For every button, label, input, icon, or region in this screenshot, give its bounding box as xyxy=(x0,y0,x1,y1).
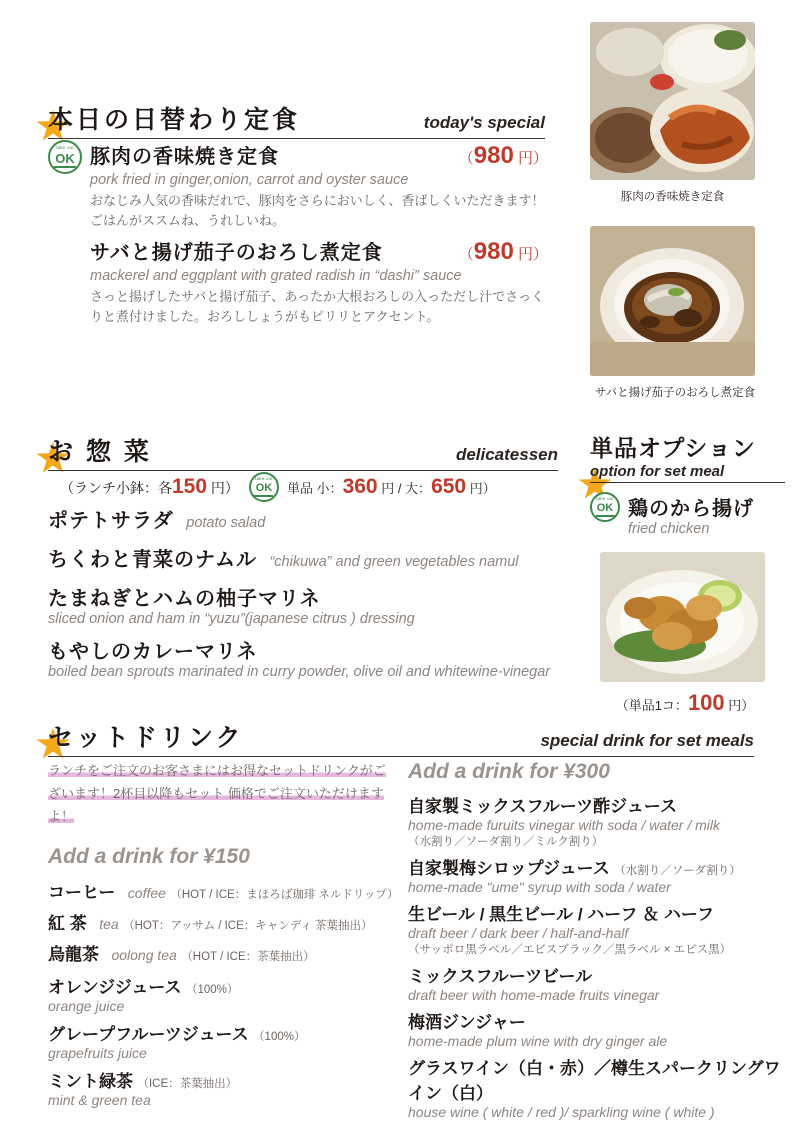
item-name-en: pork fried in ginger,onion, carrot and oyster sauce xyxy=(90,172,409,188)
drink-note: （100%） xyxy=(253,1031,306,1043)
drink-name-en: home-made furuits vinegar with soda / water / milk xyxy=(408,817,721,833)
photo-pork-set xyxy=(590,22,755,180)
drink-name-en: grapefruits juice xyxy=(48,1045,147,1061)
section-title-en: delicatessen xyxy=(455,445,558,464)
menu-item-today-2 xyxy=(48,236,548,326)
drink-name-en: home-made plum wine with dry ginger ale xyxy=(408,1033,668,1049)
set-drink-note: ランチをご注文のお客さまにはお得なセットドリンクがございます！2杯目以降もセット 価格でご注文いただけますよ！ xyxy=(48,763,386,824)
list-item xyxy=(408,1054,788,1120)
delicatessen-price-line xyxy=(60,472,560,502)
list-item xyxy=(48,909,408,934)
drink-name-jp: 烏龍茶 xyxy=(48,945,99,964)
badge-top-text: take out xyxy=(255,476,273,482)
photo-caption-mackerel: サバと揚げ茄子のおろし煮定食 xyxy=(594,387,756,399)
take-out-ok-icon xyxy=(48,140,82,174)
badge-bar xyxy=(54,166,76,168)
section-title-en: today's special xyxy=(423,113,545,132)
drink-note: （水割り／ソーダ割り／ミルク割り） xyxy=(408,836,604,848)
drink-note: （HOT / ICE：まほろば珈琲 ネルドリップ） xyxy=(170,889,399,901)
list-item xyxy=(408,1008,788,1049)
item-price: （980 円） xyxy=(458,142,548,169)
drink-name-en: orange juice xyxy=(48,998,125,1014)
item-price: （980 円） xyxy=(458,238,548,265)
drink-name-en: oolong tea xyxy=(111,947,177,963)
item-name-jp: 豚肉の香味焼き定食 xyxy=(90,146,279,168)
list-item xyxy=(408,792,788,849)
list-item xyxy=(408,962,788,1003)
item-name-en: fried chicken xyxy=(628,521,710,537)
list-item xyxy=(408,854,788,895)
list-item xyxy=(48,1067,408,1108)
item-description: おなじみ人気の香味だれで、豚肉をさらにおいしく、香ばしくいただきます！ ごはんがススムね、うれしいね。 xyxy=(90,193,545,228)
drink-name-jp: オレンジジュース xyxy=(48,978,182,997)
drink-name-jp: 紅 茶 xyxy=(48,914,87,933)
drink-name-jp: グラスワイン（白・赤）／樽生スパークリングワイン（白） xyxy=(408,1059,781,1103)
menu-item-today-1 xyxy=(48,140,548,230)
drink-name-jp: 自家製ミックスフルーツ酢ジュース xyxy=(408,797,677,816)
item-description: さっと揚げしたサバと揚げ茄子、あったか大根おろしの入っただし汁でさっくりと煮付けました。おろししょうがもピリリとアクセント。 xyxy=(90,289,545,324)
drink-note: （水割り／ソーダ割り） xyxy=(614,865,741,877)
drink-name-en: tea xyxy=(99,916,119,932)
drink-name-en: draft beer with home-made fruits vinegar xyxy=(408,987,660,1003)
badge-ok-text: OK xyxy=(55,150,75,166)
drink-name-jp: 梅酒ジンジャー xyxy=(408,1013,526,1032)
drink-list-150 xyxy=(48,878,408,1110)
photo-mackerel-set-image xyxy=(590,226,755,376)
section-title: セットドリンク xyxy=(48,724,244,752)
drink-name-jp: ミックスフルーツビール xyxy=(408,967,593,986)
list-item xyxy=(48,635,568,680)
drink-list-300 xyxy=(408,792,788,1122)
drink-name-jp: 生ビール / 黒生ビール / ハーフ ＆ ハーフ xyxy=(408,905,715,924)
section-header-option xyxy=(590,430,785,483)
list-item xyxy=(408,900,788,957)
drink-name-en: draft beer / dark beer / half-and-half xyxy=(408,925,629,941)
option-item xyxy=(590,492,754,537)
photo-fried-chicken-image xyxy=(600,552,765,682)
item-name-jp: ちくわと青菜のナムル xyxy=(48,549,257,571)
item-name-jp: もやしのカレーマリネ xyxy=(48,641,258,663)
add-drink-300-heading: Add a drink for ¥300 xyxy=(408,760,610,783)
add-drink-150-heading: Add a drink for ¥150 xyxy=(48,845,250,868)
photo-mackerel-set xyxy=(590,226,755,376)
item-name-en: boiled bean sprouts marinated in curry powder, olive oil and whitewine-vinegar xyxy=(48,664,551,680)
item-name-jp: たまねぎとハムの柚子マリネ xyxy=(48,588,321,610)
photo-pork-set-image xyxy=(590,22,755,180)
badge-top-text: take out xyxy=(56,145,74,151)
take-out-ok-icon xyxy=(249,472,279,502)
drink-name-en: home-made "ume" syrup with soda / water xyxy=(408,879,671,895)
drink-name-jp: コーヒー xyxy=(48,883,116,902)
drink-name-en: mint & green tea xyxy=(48,1092,151,1108)
list-item xyxy=(48,878,408,903)
badge-ok-text: OK xyxy=(255,481,273,494)
section-title: 単品オプション xyxy=(590,435,756,461)
drink-name-jp: グレープフルーツジュース xyxy=(48,1025,249,1044)
take-out-ok-icon xyxy=(590,492,620,522)
section-title: お 惣 菜 xyxy=(48,438,152,466)
list-item xyxy=(48,973,408,1014)
section-header-set-drink xyxy=(48,718,754,757)
list-item xyxy=(48,582,568,627)
item-name-en: “chikuwa” and green vegetables namul xyxy=(269,554,519,570)
item-name-jp: 鶏のから揚げ xyxy=(628,498,754,520)
photo-fried-chicken xyxy=(600,552,765,682)
drink-note: （HOT / ICE：茶葉抽出） xyxy=(181,951,315,963)
item-name-jp: サバと揚げ茄子のおろし煮定食 xyxy=(90,242,383,264)
single-price-label: 単品 小：360 円 / 大：650 円） xyxy=(286,475,496,498)
badge-ok-text: OK xyxy=(596,501,614,514)
item-name-jp: ポテトサラダ xyxy=(48,510,174,532)
section-title: 本日の日替わり定食 xyxy=(48,106,301,134)
badge-top-text: take out xyxy=(596,496,614,502)
drink-note: （サッポロ黒ラベル／エビスブラック／黒ラベル × エビス黒） xyxy=(408,944,732,956)
badge-bar xyxy=(254,495,273,497)
drink-name-jp: 自家製梅シロップジュース xyxy=(408,859,610,878)
item-name-en: potato salad xyxy=(186,515,266,531)
badge-bar xyxy=(596,515,615,517)
list-item xyxy=(48,504,568,533)
drink-name-en: coffee xyxy=(127,885,166,901)
photo-caption-pork: 豚肉の香味焼き定食 xyxy=(620,191,725,203)
list-item xyxy=(48,1020,408,1061)
item-name-en: sliced onion and ham in “yuzu”(japanese citrus ) dressing xyxy=(48,611,415,627)
drink-note: （ICE：茶葉抽出） xyxy=(137,1078,238,1090)
option-price: （単品1コ：100 円） xyxy=(615,690,755,715)
list-item xyxy=(48,543,568,572)
drink-note: （100%） xyxy=(186,984,239,996)
item-name-en: mackerel and eggplant with grated radish in “dashi” sauce xyxy=(90,268,462,284)
delicatessen-list xyxy=(48,504,568,680)
drink-note: （HOT：アッサム / ICE：キャンディ 茶葉抽出） xyxy=(123,920,373,932)
lunch-price-label: （ランチ小鉢：各150 円） xyxy=(60,475,239,498)
section-title-en: option for set meal xyxy=(590,463,785,483)
drink-name-en: house wine ( white / red )/ sparkling wine ( white ) xyxy=(408,1104,715,1120)
drink-name-jp: ミント緑茶 xyxy=(48,1072,133,1091)
section-header-todays-special xyxy=(48,100,545,139)
section-header-delicatessen xyxy=(48,432,558,471)
list-item xyxy=(48,940,408,965)
section-title-en: special drink for set meals xyxy=(540,731,754,750)
